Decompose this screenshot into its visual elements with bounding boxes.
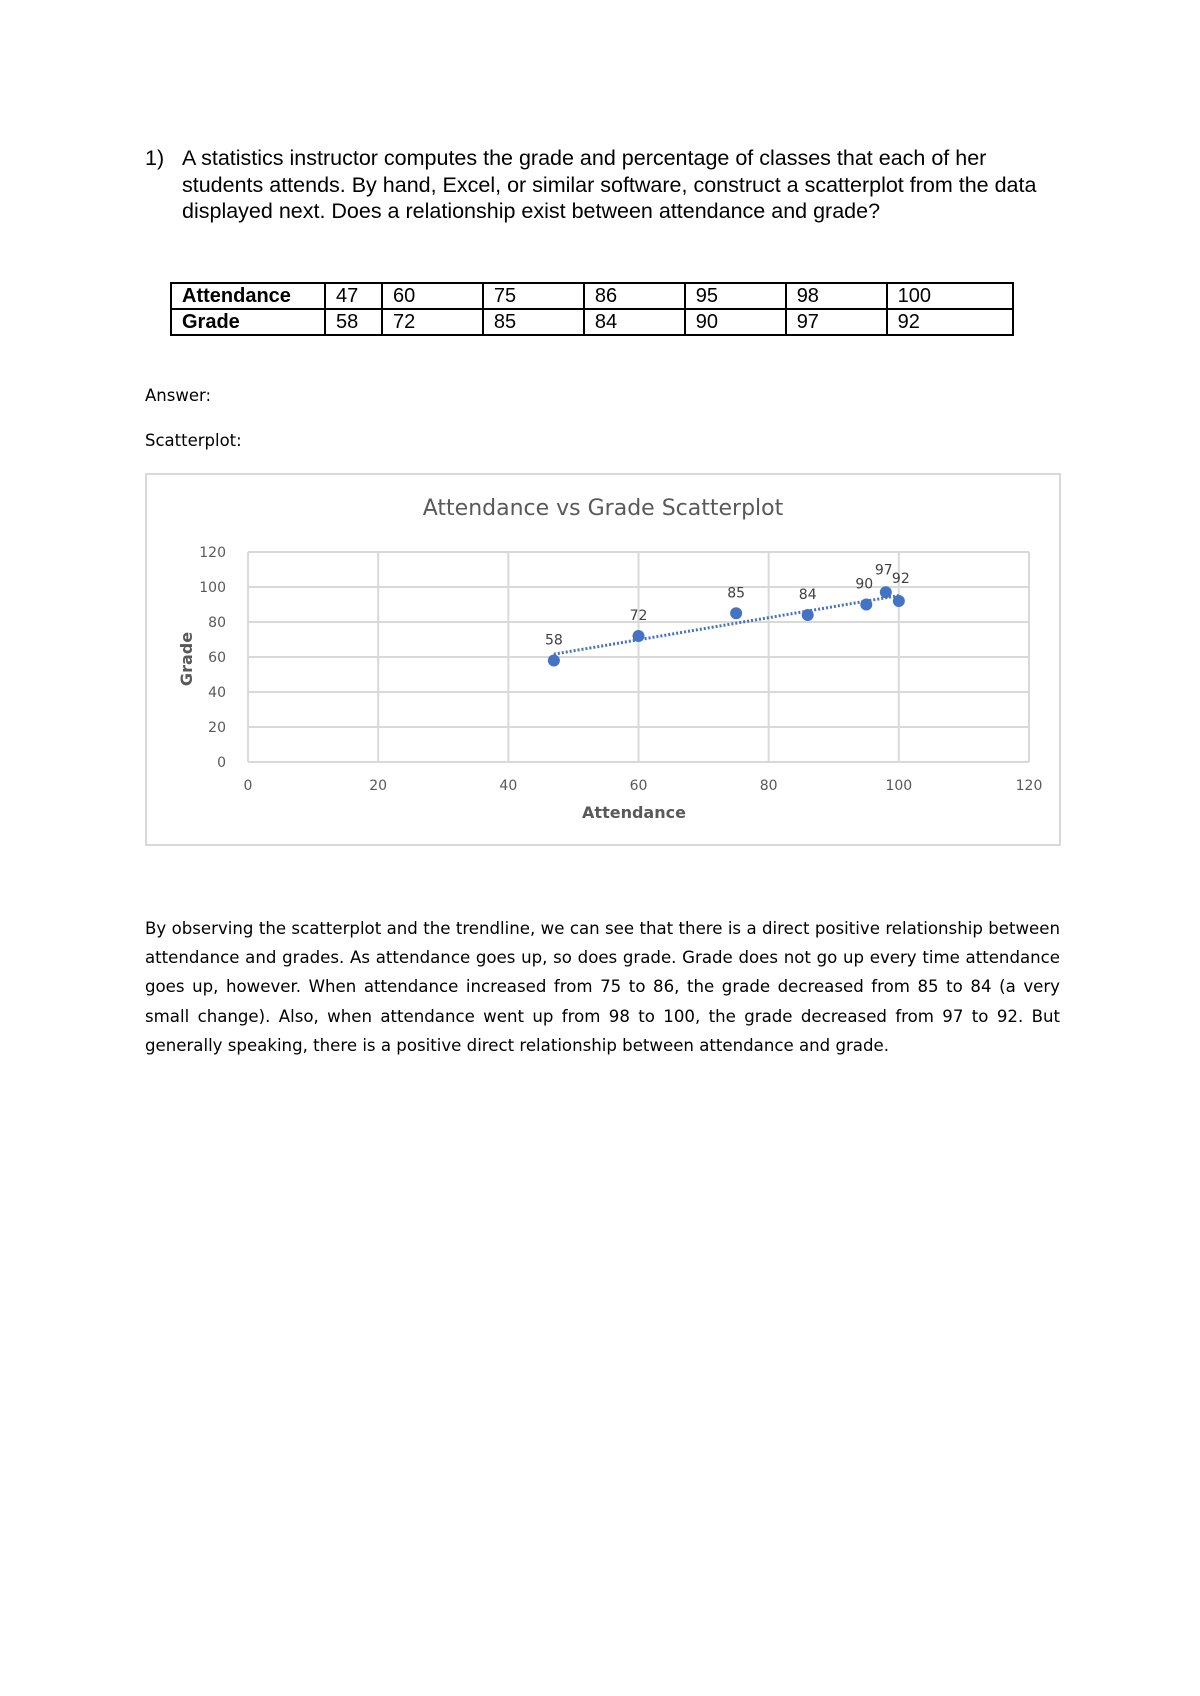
y-tick-label: 0 <box>217 755 226 771</box>
data-label: 58 <box>544 632 563 649</box>
data-label: 84 <box>798 587 817 603</box>
table-cell: 86 <box>584 283 685 309</box>
data-point <box>802 609 814 621</box>
table-cell: 72 <box>382 309 483 335</box>
x-tick-label: 20 <box>369 778 388 794</box>
conclusion-paragraph: By observing the scatterplot and the trendline, we can see that there is a direct positive relationship between attendance and grades. As attendance goes up, so does grade. Grade does not go up every time attendance goes up, however. When attendance increased from 75 to 86, the grade decreased from 85 to 84 (a very small change). Also, when attendance went up from 98 to 100, the grade decreased from 97 to 92. But generally speaking, there is a positive direct relationship between attendance and grade. <box>145 919 1060 1055</box>
scatterplot-label: Scatterplot: <box>145 431 242 450</box>
y-tick-label: 40 <box>208 685 226 701</box>
table-cell: 58 <box>325 309 382 335</box>
x-tick-label: 60 <box>629 778 648 794</box>
data-point <box>633 630 645 642</box>
data-label: 90 <box>855 576 874 593</box>
chart-grid <box>248 552 1029 762</box>
answer-label: Answer: <box>145 386 212 405</box>
chart-svg <box>147 475 1059 844</box>
data-table <box>170 282 1014 336</box>
x-tick-label: 120 <box>1015 778 1043 794</box>
question-block <box>145 145 1065 225</box>
table-row <box>171 309 1013 335</box>
x-tick-label: 80 <box>759 778 778 794</box>
y-tick-label: 20 <box>208 720 226 736</box>
row-header-attendance: Attendance <box>171 283 325 309</box>
x-tick-label: 100 <box>885 778 913 794</box>
data-label: 92 <box>891 571 910 587</box>
scatter-chart <box>145 473 1061 846</box>
y-tick-label: 100 <box>199 580 226 596</box>
question-number: 1) <box>145 146 165 170</box>
table-cell: 60 <box>382 283 483 309</box>
data-point <box>548 655 560 667</box>
row-header-grade: Grade <box>171 309 325 335</box>
data-labels <box>545 562 910 648</box>
data-label: 72 <box>629 608 648 624</box>
data-point <box>880 586 892 598</box>
table-cell: 97 <box>786 309 887 335</box>
y-axis-title: Grade <box>177 631 196 687</box>
data-point <box>730 607 742 619</box>
x-tick-label: 40 <box>499 778 518 794</box>
data-point <box>893 595 905 607</box>
data-label: 85 <box>727 585 746 602</box>
table-cell: 90 <box>685 309 786 335</box>
table-cell: 98 <box>786 283 887 309</box>
question-text: A statistics instructor computes the grade and percentage of classes that each of her students attends. By hand, Excel, or similar software, construct a scatterplot from the data displayed next. Does a relationship exist between attendance and grade? <box>182 146 1037 223</box>
table-cell: 85 <box>483 309 584 335</box>
table-cell: 100 <box>887 283 1013 309</box>
data-label: 97 <box>874 562 893 579</box>
table-cell: 47 <box>325 283 382 309</box>
table-cell: 92 <box>887 309 1013 335</box>
data-point <box>860 599 872 611</box>
y-tick-label: 120 <box>199 545 226 561</box>
table-cell: 75 <box>483 283 584 309</box>
x-axis-title: Attendance <box>582 803 686 822</box>
chart-ticks <box>199 545 1042 794</box>
trendline-line <box>554 596 899 655</box>
table-cell: 84 <box>584 309 685 335</box>
table-row <box>171 283 1013 309</box>
trendline <box>554 596 899 655</box>
chart-title: Attendance vs Grade Scatterplot <box>422 496 784 521</box>
y-tick-label: 60 <box>208 650 226 666</box>
table-cell: 95 <box>685 283 786 309</box>
y-tick-label: 80 <box>208 615 226 631</box>
x-tick-label: 0 <box>243 778 253 794</box>
